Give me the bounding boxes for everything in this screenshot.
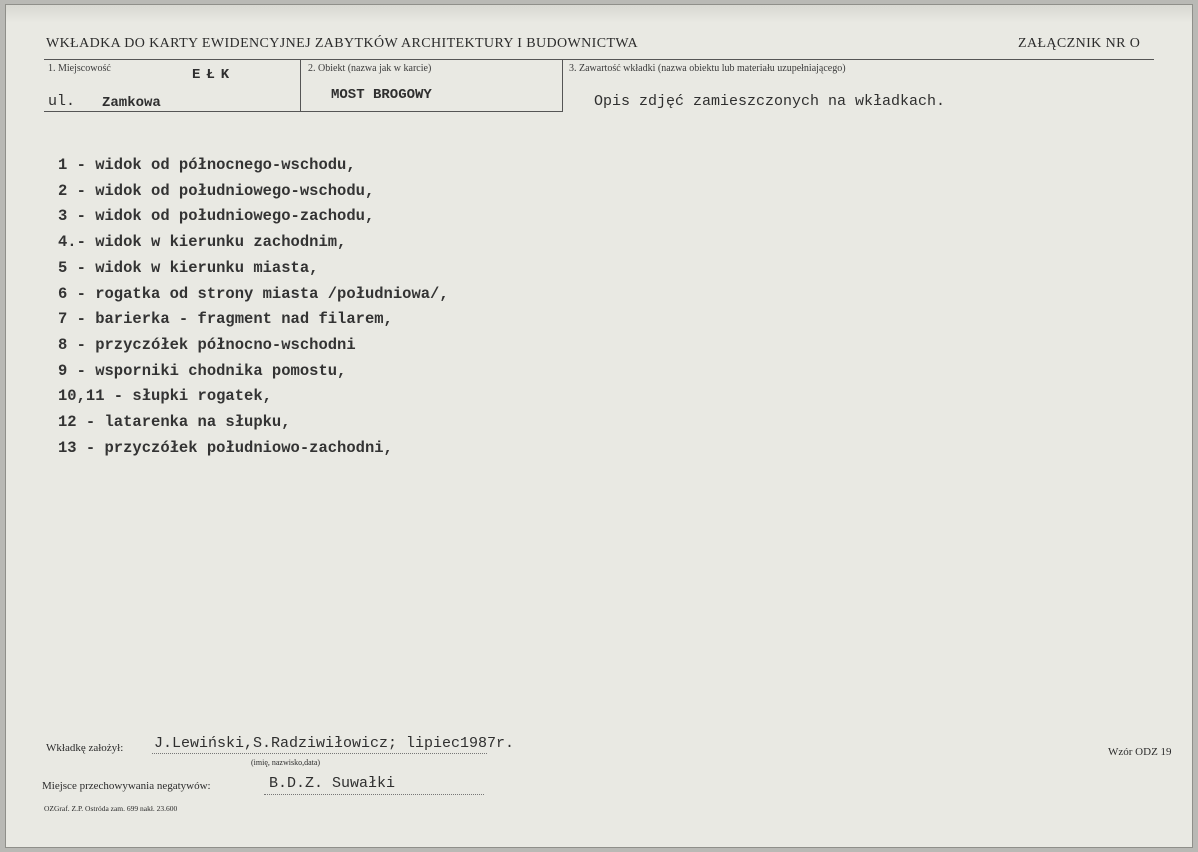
content-value: Opis zdjęć zamieszczonych na wkładkach. bbox=[594, 93, 946, 110]
header-rule-bottom-mid bbox=[300, 111, 562, 112]
list-item: 3 - widok od południowego-zachodu, bbox=[58, 207, 375, 226]
object-value: MOST BROGOWY bbox=[331, 87, 432, 103]
field-label-content: 3. Zawartość wkładki (nazwa obiektu lub materiału uzupełniającego) bbox=[569, 63, 846, 74]
list-item: 1 - widok od północnego-wschodu, bbox=[58, 156, 356, 174]
storage-line bbox=[264, 794, 484, 795]
field-label-locality: 1. Miejscowość bbox=[48, 63, 111, 74]
field-label-object: 2. Obiekt (nazwa jak w karcie) bbox=[308, 63, 432, 74]
record-card bbox=[5, 4, 1193, 848]
created-by-value: J.Lewiński,S.Radziwiłowicz; lipiec1987r. bbox=[154, 735, 515, 752]
list-item: 6 - rogatka od strony miasta /południowa/, bbox=[58, 284, 449, 303]
storage-value: B.D.Z. Suwałki bbox=[269, 775, 396, 792]
field-divider-1 bbox=[300, 59, 301, 112]
list-item: 10,11 - słupki rogatek, bbox=[58, 387, 272, 406]
printer-note: OZGraf. Z.P. Ostróda zam. 699 nakł. 23.600 bbox=[44, 804, 178, 813]
list-item: 5 - widok w kierunku miasta, bbox=[58, 258, 319, 277]
header-rule-bottom-left bbox=[44, 111, 300, 112]
photo-description-list bbox=[58, 153, 449, 461]
created-by-label: Wkładkę założył: bbox=[46, 742, 124, 754]
attachment-number: ZAŁĄCZNIK NR O bbox=[1018, 36, 1141, 51]
list-item: 8 - przyczółek północno-wschodni bbox=[58, 335, 356, 354]
header-rule-top bbox=[44, 59, 1154, 60]
card-edge bbox=[6, 5, 1192, 23]
list-item: 9 - wsporniki chodnika pomostu, bbox=[58, 361, 347, 380]
created-by-hint: (imię, nazwisko,data) bbox=[251, 758, 321, 767]
list-item: 13 - przyczółek południowo-zachodni, bbox=[58, 438, 393, 457]
street-value: Zamkowa bbox=[102, 95, 161, 111]
form-title: WKŁADKA DO KARTY EWIDENCYJNEJ ZABYTKÓW ARCHITEKTURY I BUDOWNICTWA bbox=[46, 36, 638, 51]
list-item: 12 - latarenka na słupku, bbox=[58, 413, 291, 432]
form-model: Wzór ODZ 19 bbox=[1108, 746, 1172, 758]
created-by-line bbox=[152, 753, 487, 754]
street-prefix: ul. bbox=[48, 93, 76, 110]
list-item: 4.- widok w kierunku zachodnim, bbox=[58, 233, 347, 252]
list-item: 2 - widok od południowego-wschodu, bbox=[58, 181, 375, 200]
field-divider-2 bbox=[562, 59, 563, 112]
list-item: 7 - barierka - fragment nad filarem, bbox=[58, 310, 393, 329]
storage-label: Miejsce przechowywania negatywów: bbox=[42, 780, 211, 792]
locality-value: EŁK bbox=[192, 67, 236, 83]
